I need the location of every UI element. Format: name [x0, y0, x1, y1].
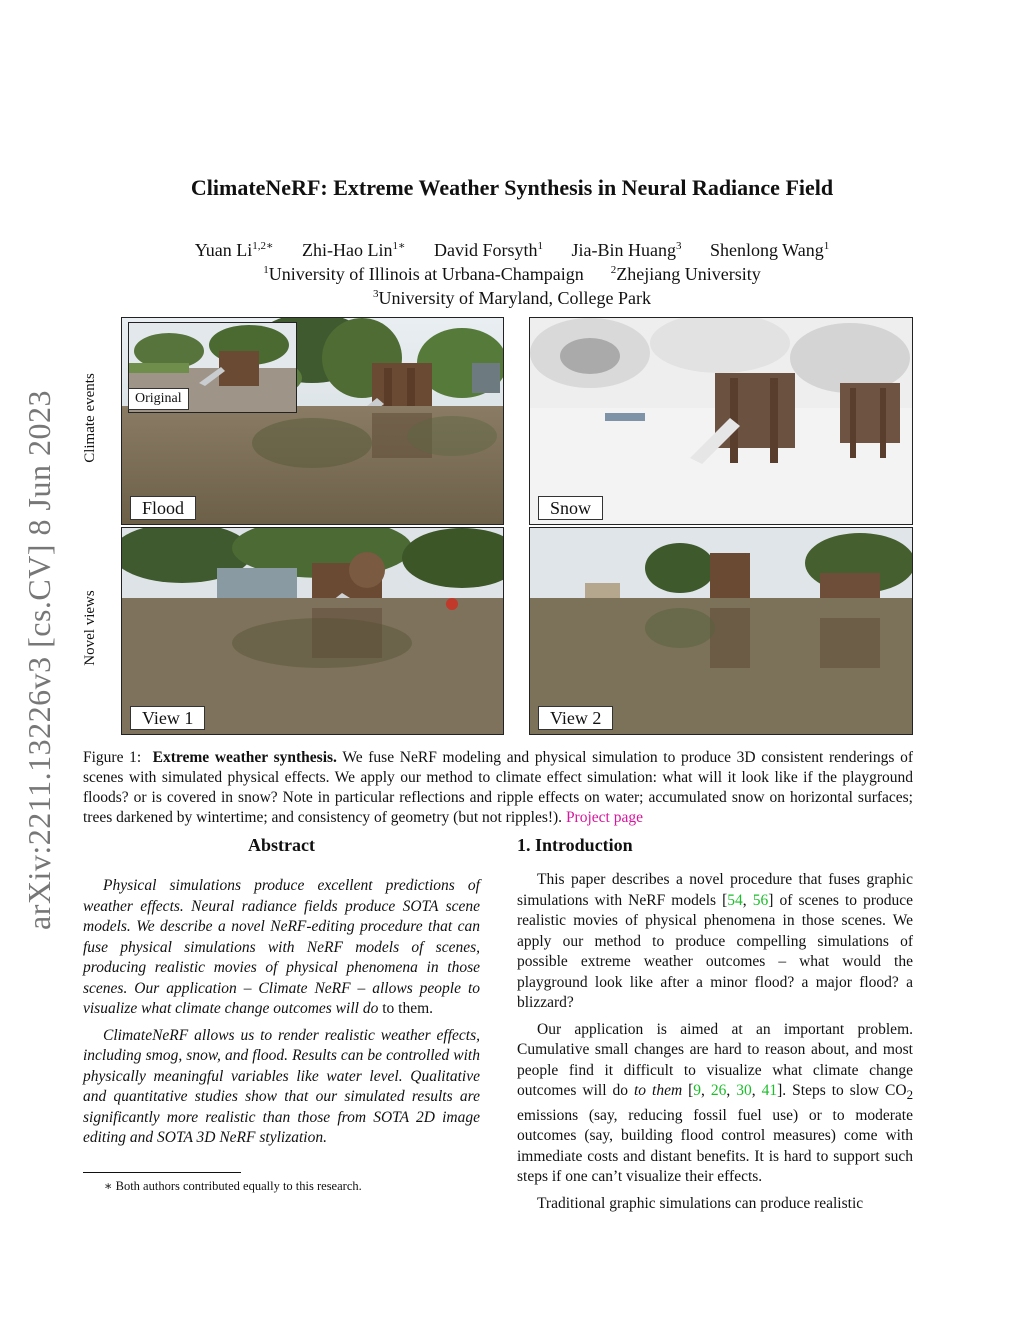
caption-lead: Figure 1:	[83, 749, 142, 766]
author: David Forsyth$^1$	[434, 240, 543, 260]
view-2-label: View 2	[538, 706, 613, 730]
flood-label: Flood	[130, 496, 196, 520]
intro-paragraph: This paper describes a novel procedure that fuses graphic simulations with NeRF models [54, 56] of scenes to produce realistic movies of physical phenomena in those scenes. We apply our method to produce compelling simulations of possible extreme weather outcomes – what would the playground look like after a minor flood? a major flood? a blizzard?	[517, 871, 914, 1011]
snow-image	[529, 317, 913, 525]
affiliations-line-2	[0, 288, 1024, 309]
row-label-climate-events: Climate events	[82, 373, 98, 463]
affiliation: $^3$University of Maryland, College Park	[373, 288, 651, 308]
citation-link[interactable]: 54	[727, 891, 743, 909]
original-label: Original	[128, 388, 189, 410]
project-page-link[interactable]: Project page	[565, 809, 643, 826]
intro-paragraph: Traditional graphic simulations can produce realistic	[537, 1194, 864, 1212]
caption-text: We fuse NeRF modeling and physical simulation to produce 3D consistent renderings of scenes with simulated physical effects. We apply our method to climate effect simulation: what will it look like if the playground floods? or is covered in snow? Note in particular reflections and ripple effects on water; accumulated snow on horizontal surfaces; trees darkened by wintertime; and consistency of geometry (but not ripples!).	[83, 749, 913, 826]
arxiv-identifier: arXiv:2211.13226v3 [cs.CV] 8 Jun 2023	[21, 390, 57, 930]
citation-link[interactable]: 30	[736, 1082, 752, 1099]
citation-link[interactable]: 9	[693, 1082, 702, 1099]
affiliations-line-1	[0, 264, 1024, 285]
abstract-body	[83, 876, 480, 1155]
abstract-heading: Abstract	[248, 835, 315, 855]
figure-caption	[83, 748, 913, 828]
view-2-image	[529, 527, 913, 735]
footnote: ∗ Both authors contributed equally to this research.	[104, 1179, 362, 1193]
affiliation: $^2$Zhejiang University	[610, 264, 761, 284]
author: Jia-Bin Huang$^3$	[571, 240, 682, 260]
author-list	[0, 240, 1024, 261]
intro-paragraph: Our application is aimed at an important problem. Cumulative small changes are hard to reason about, and most people find it difficult to visualize what climate change outcomes will do to them [9, 26, 30, 41]. Steps to slow $CO_2$ emissions (say, reducing fossil fuel use) or to moderate outcomes (say, building flood control measures) come with immediate costs and distant benefits. It is hard to support such steps if one can’t visualize their effects.	[517, 1020, 914, 1186]
introduction-heading: 1. Introduction	[517, 835, 633, 855]
citation-link[interactable]: 26	[710, 1082, 727, 1099]
snow-label: Snow	[538, 496, 603, 520]
author: Yuan $Li^{1,2∗}$	[194, 240, 274, 260]
citation-link[interactable]: 41	[761, 1082, 778, 1099]
introduction-body	[517, 870, 913, 1220]
affiliation: $^1$University of Illinois at Urbana-Champaign	[263, 264, 584, 284]
abstract-paragraph: ClimateNeRF allows us to render realistic weather effects, including smog, snow, and flood. Results can be controlled with physically meaningful variables like water level. Qualitative and quantitative studies show that our simulated results are significantly more realistic than those from SOTA 2D image editing and SOTA 3D NeRF stylization.	[83, 1026, 480, 1146]
view-1-image	[121, 527, 504, 735]
author: Zhi-Hao Lin$^{1∗}$	[302, 240, 406, 260]
caption-bold: Extreme weather synthesis.	[152, 749, 337, 766]
view-1-label: View 1	[130, 706, 205, 730]
abstract-paragraph: Physical simulations produce excellent predictions of weather effects. Neural radiance fields produce SOTA scene models. We describe a novel NeRF-editing procedure that can fuse physical simulations with NeRF models of scenes, producing realistic movies of physical phenomena in those scenes. Our application – Climate NeRF – allows people to visualize what climate change outcomes will do to them.	[83, 877, 480, 1017]
paper-title: ClimateNeRF: Extreme Weather Synthesis in Neural Radiance Field	[190, 175, 834, 200]
row-label-novel-views: Novel views	[82, 590, 98, 666]
citation-link[interactable]: 56	[752, 891, 769, 909]
author: Shenlong Wang$^1$	[709, 240, 830, 260]
footnote-rule	[83, 1172, 241, 1173]
